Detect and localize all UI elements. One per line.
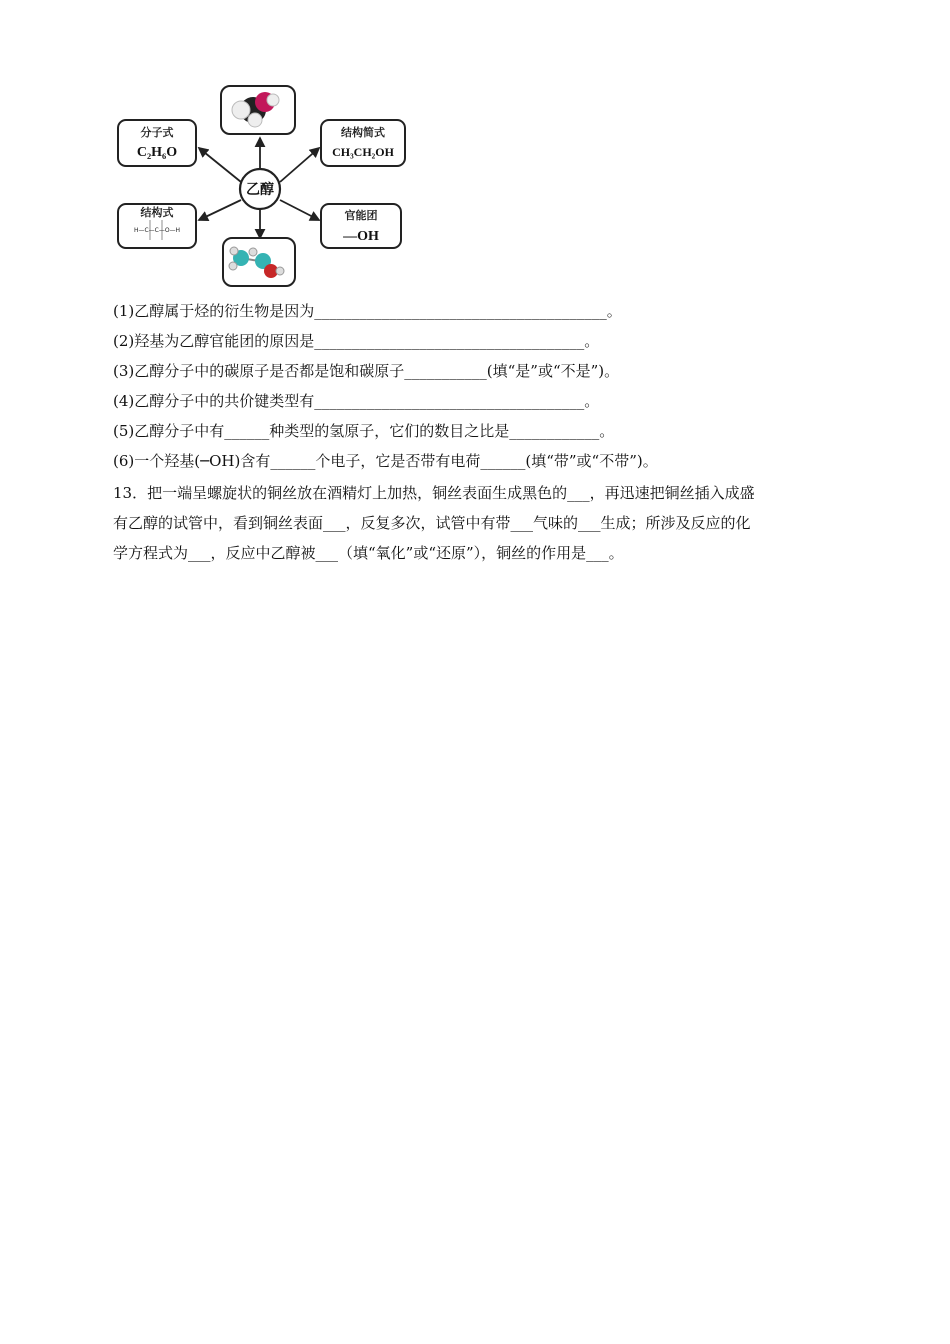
structural-formula-value: H—C—C—O—H (133, 227, 181, 234)
question-6: (6)一个羟基(─OH)含有______个电子，它是否带有电荷______(填“带”或“不带”)。 (113, 452, 658, 470)
structural-simple-value: CH₃CH₂OH (332, 145, 394, 159)
question-13-line-2: 有乙醇的试管中，看到铜丝表面___，反复多次，试管中有带___气味的___生成；所涉及反应的化 (113, 514, 751, 532)
structural-formula-title: 结构式 (140, 206, 174, 219)
functional-group-title: 官能团 (344, 209, 378, 222)
question-5: (5)乙醇分子中有______种类型的氢原子，它们的数目之比是____________。 (113, 422, 615, 440)
question-13-line-3: 学方程式为___，反应中乙醇被___（填“氧化”或“还原”），铜丝的作用是___。 (113, 544, 624, 562)
question-1: (1)乙醇属于烃的衍生物是因为_______________________________________。 (113, 302, 622, 320)
sub-questions (113, 296, 833, 476)
question-13-line-1: 13．把一端呈螺旋状的铜丝放在酒精灯上加热，铜丝表面生成黑色的___，再迅速把铜丝插入成盛 (113, 484, 755, 502)
molecular-formula-value: C₂H₆O (136, 145, 178, 160)
molecular-formula-title: 分子式 (140, 126, 174, 139)
ethanol-diagram-svg (113, 80, 413, 290)
question-2: (2)羟基为乙醇官能团的原因是____________________________________。 (113, 332, 600, 350)
functional-group-value: —OH (343, 229, 379, 244)
center-label: 乙醇 (246, 182, 274, 198)
question-4: (4)乙醇分子中的共价键类型有____________________________________。 (113, 392, 600, 410)
question-3: (3)乙醇分子中的碳原子是否都是饱和碳原子___________(填“是”或“不是”)。 (113, 362, 620, 380)
ethanol-concept-diagram (113, 80, 413, 290)
structural-simple-title: 结构简式 (341, 126, 385, 139)
question-13 (113, 478, 835, 568)
